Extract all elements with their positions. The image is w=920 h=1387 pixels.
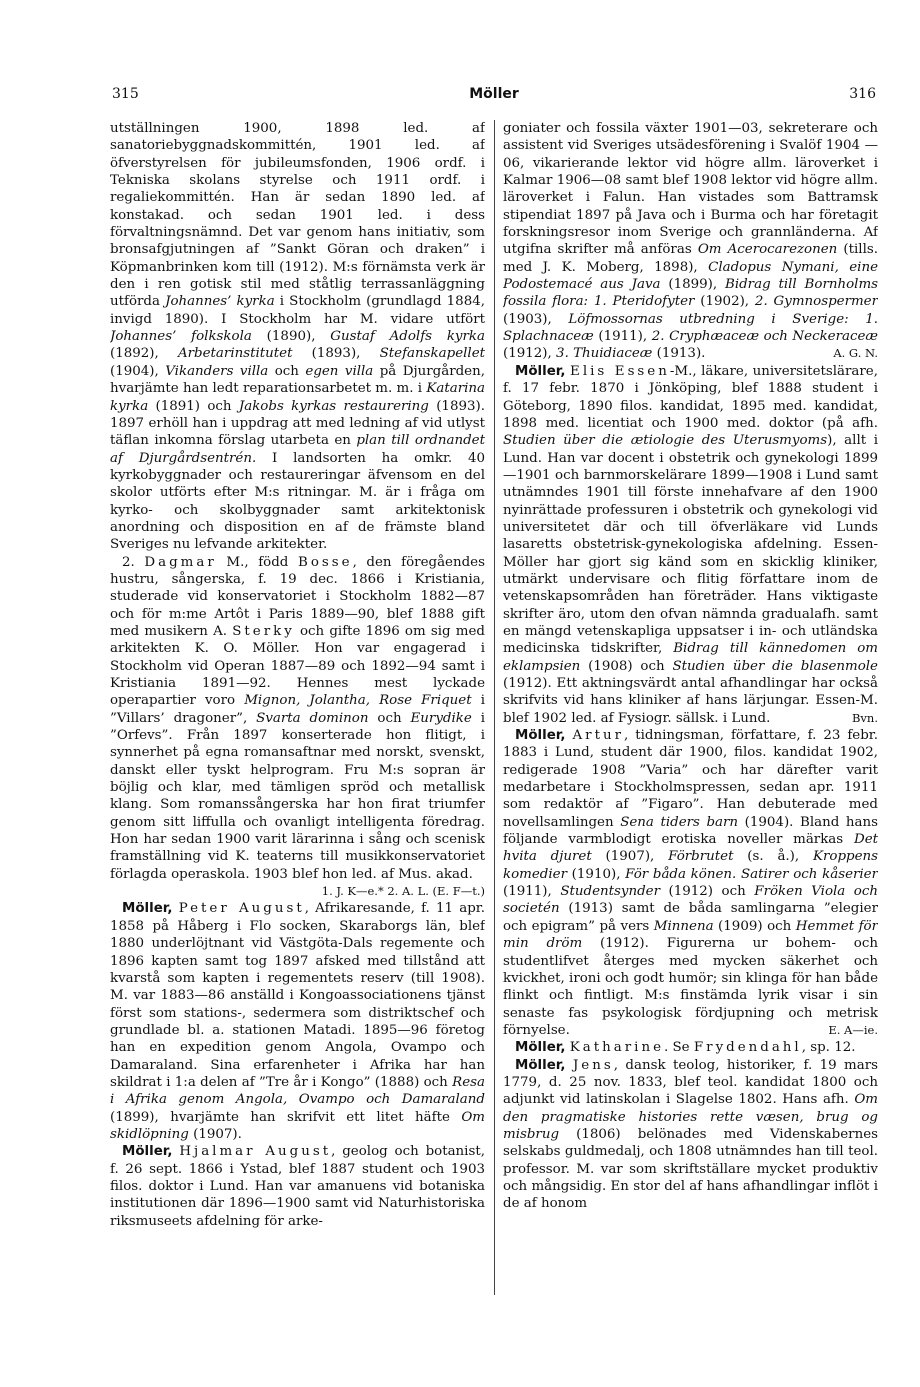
left-column [110, 120, 485, 1300]
article-paragraph: Möller, Artur, tidningsman, författare, f. 23 febr. 1883 i Lund, student där 1900, filos. kandidat 1902, redigerade 1908 ”Varia” och har därefter varit medarbetare i Stockholmspressen, sedan apr. 1911 som redaktör af ”Figaro”. Han debuterade med novellsamlingen Sena tiders barn (1904). Bland hans följande varmblodigt erotiska noveller märkas Det hvita djuret (1907), Förbrutet (s. å.), Kroppens komedier (1910), För båda könen. Satirer och kåserier (1911), Studentsynder (1912) och Fröken Viola och societén (1913) samt de båda samlingarna ”elegier och epigram” på vers Minnena (1909) och Hemmet för min dröm (1912). Figurerna ur bohem- och studentlifvet återges med mycken säkerhet och kvickhet, ironi och godt humör; sin klinga för han både flinkt och fintligt. M:s finstämda lyrik visar i sin senaste fas psykologisk fördjupning och metrisk förnyelse. E. A—ie. [503, 728, 878, 1038]
right-column [503, 120, 878, 1300]
article-paragraph: goniater och fossila växter 1901—03, sekreterare och assistent vid Sveriges utsädesförening i Svalöf 1904 —06, vikarierande lektor vid högre allm. läroverket i Kalmar 1906—08 samt blef 1908 lektor vid högre allm. läroverket i Falun. Han vistades som Battramsk stipendiat 1897 på Java och i Burma och har företagit forskningsresor inom Sverige och grannländerna. Af utgifna skrifter må anföras Om Acerocarezonen (tills. med J. K. Moberg, 1898), Cladopus Nymani, eine Podostemacé aus Java (1899), Bidrag till Bornholms fossila flora: 1. Pteridofyter (1902), 2. Gymnospermer (1903), Löfmossornas utbredning i Sverige: 1. Splachnaceæ (1911), 2. Cryphæaceæ och Neckeraceæ (1912), 3. Thuidiaceæ (1913). A. G. N. [503, 121, 878, 362]
column-divider [494, 120, 495, 1295]
article-paragraph: Möller, Katharine. Se Frydendahl, sp. 12. [515, 1040, 856, 1056]
article-paragraph: 2. Dagmar M., född Bosse, den föregåendes hustru, sångerska, f. 19 dec. 1866 i Kristiania, studerade vid konservatoriet i Stockholm 1882—87 och för m:me Artôt i Paris 1889—90, blef 1888 gift med musikern A. Sterky och gifte 1896 om sig med arkitekten K. O. Möller. Hon var engagerad i Stockholm vid Operan 1887—89 och 1892—94 samt i Kristiania 1891—92. Hennes mest lyckade operapartier voro Mignon, Jolantha, Rose Friquet i ”Villars’ dragoner”, Svarta dominon och Eurydike i ”Orfevs”. Från 1897 konserterade hon flitigt, i synnerhet på egna romansaftnar med norskt, svenskt, danskt eller tyskt helprogram. Fru M:s sopran är böjlig och klar, med tämligen spröd och metallisk klang. Som romanssångerska har hon firat triumfer genom sitt liffulla och ovanligt intelligenta föredrag. Hon har sedan 1900 varit lärarinna i sång och scenisk framställning vid K. teaterns till musikkonservatoriet förlagda operaskola. 1903 blef hon led. af Mus. akad. [110, 554, 485, 882]
entry-name: Möller, [515, 363, 566, 379]
page-header [112, 86, 876, 108]
author-signature: A. G. N. [833, 346, 878, 361]
running-title: Möller [469, 86, 519, 102]
entry-name: Möller, [122, 1144, 173, 1160]
article-paragraph: Möller, Jens, dansk teolog, historiker, f. 19 mars 1779, d. 25 nov. 1833, blef teol. kandidat 1800 och adjunkt vid latinskolan i Slagelse 1802. Hans afh. Om den pragmatiske histories rette væsen, brug og misbrug (1806) belönades med Videnskabernes selskabs guldmedalj, och 1808 utnämndes han till teol. professor. M. var som skriftställare mycket produktiv och mångsidig. En stor del af hans afhandlingar inflöt i de af honom [503, 1057, 878, 1212]
page-number-left: 315 [112, 86, 139, 102]
entry-name: Möller, [122, 901, 173, 917]
article-paragraph: Möller, Elis Essen-M., läkare, universitetslärare, f. 17 febr. 1870 i Jönköping, blef 1888 student i Göteborg, 1890 filos. kandidat, 1895 med. kandidat, 1898 med. licentiat och 1900 med. doktor (på afh. Studien über die ætiologie des Uterusmyoms), allt i Lund. Han var docent i obstetrik och gynekologi 1899—1901 och barnmorskelärare 1899—1908 i Lund samt utnämndes 1901 till förste innehafvare af den 1900 nyinrättade professuren i obstetrik och gynekologi vid universitetet där och till öfverläkare vid Lunds lasaretts obstetrisk-gynekologiska afdelning. Essen-Möller har gjort sig känd som en skicklig kliniker, utmärkt undervisare och flitig författare inom de vetenskapsområden han företräder. Hans viktigaste skrifter äro, utom den ofvan nämnda gradualafh. samt en mängd vetenskapliga uppsatser i in- och utländska medicinska tidskrifter, Bidrag till kännedomen om eklampsien (1908) och Studien über die blasenmole (1912). Ett aktningsvärdt antal afhandlingar har också skrifvits vid hans kliniker af hans lärjungar. Essen-M. blef 1902 led. af Fysiogr. sällsk. i Lund. Bvn. [503, 363, 878, 726]
article-paragraph: Möller, Hjalmar August, geolog och botanist, f. 26 sept. 1866 i Ystad, blef 1887 student och 1903 filos. doktor i Lund. Han var amanuens vid botaniska institutionen där 1896—1900 samt vid Naturhistoriska riksmuseets afdelning för arke- [110, 1144, 485, 1229]
author-signature: E. A—ie. [828, 1022, 878, 1037]
entry-name: Möller, [515, 1057, 566, 1073]
page-number-right: 316 [849, 86, 876, 102]
entry-name: Möller, [515, 1040, 566, 1056]
author-signature: 1. J. K—e.* 2. A. L. (E. F—t.) [321, 884, 485, 899]
entry-name: Möller, [515, 728, 566, 744]
article-paragraph: Möller, Peter August, Afrikaresande, f. 11 apr. 1858 på Håberg i Flo socken, Skaraborgs län, blef 1880 underlöjtnant vid Västgöta-Dals regemente och 1896 kapten samt tog 1897 afsked med tillstånd att kvarstå som kapten i regementets reserv (till 1908). M. var 1883—86 anställd i Kongoassociationens tjänst först som stations-, sedermera som distriktschef och grundlade bl. a. stationen Matadi. 1895—96 företog han en expedition genom Angola, Ovampo och Damaraland. Sina erfarenheter i Afrika har han skildrat i 1:a delen af ”Tre år i Kongo” (1888) och Resa i Afrika genom Angola, Ovampo och Damaraland (1899), hvarjämte han skrifvit ett litet häfte Om skidlöpning (1907). [110, 901, 485, 1142]
author-signature: Bvn. [851, 710, 878, 725]
article-paragraph: utställningen 1900, 1898 led. af sanatoriebyggnadskommittén, 1901 led. af öfverstyrelsen för jubileumsfonden, 1906 ordf. i Tekniska skolans styrelse och 1911 ordf. i regaliekommittén. Han är sedan 1890 led. af konstakad. och sedan 1901 led. i dess förvaltningsnämnd. Det var genom hans initiativ, som bronsafgjutningen af ”Sankt Göran och draken” i Köpmanbrinken kom till (1912). M:s förnämsta verk är den i ren gotisk stil med ståtlig terrassanläggning utförda Johannes’ kyrka i Stockholm (grundlagd 1884, invigd 1890). I Stockholm har M. vidare utfört Johannes’ folkskola (1890), Gustaf Adolfs kyrka (1892), Arbetarinstitutet (1893), Stefanskapellet (1904), Vikanders villa och egen villa på Djurgården, hvarjämte han ledt reparationsarbetet m. m. i Katarina kyrka (1891) och Jakobs kyrkas restaurering (1893). 1897 erhöll han i uppdrag att med ledning af vid utlyst täflan inkomna förslag utarbeta en plan till ordnandet af Djurgårdsentrén. I landsorten ha omkr. 40 kyrkobyggnader och restaureringar äfvensom en del skolor utförts efter M:s ritningar. M. är i fråga om kyrko- och skolbyggnader samt arkitektonisk anordning och disposition en af de främste bland Sveriges nu lefvande arkitekter. [110, 121, 485, 553]
